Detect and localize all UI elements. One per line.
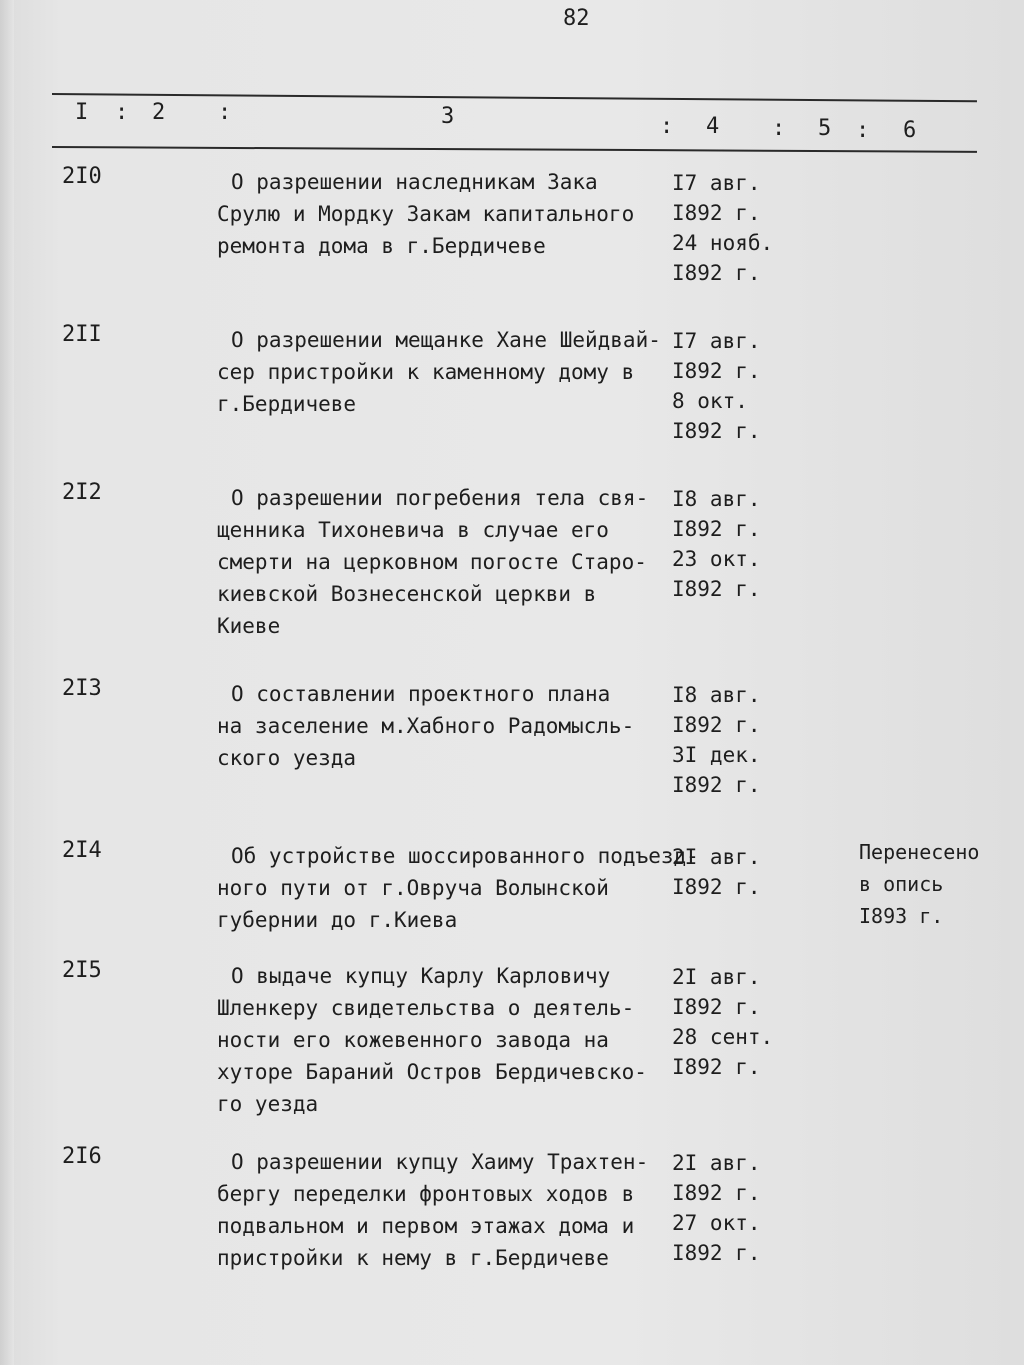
- item-description: [217, 1146, 667, 1274]
- date-line: 2I авг.: [672, 965, 761, 989]
- date-line: I892 г.: [672, 1055, 761, 1079]
- date-line: 2I авг.: [672, 1151, 761, 1175]
- date-line: I8 авг.: [672, 683, 761, 707]
- date-line: I892 г.: [672, 875, 761, 899]
- item-dates: [672, 484, 782, 604]
- header-col-3: 3: [441, 104, 455, 129]
- description-line: губернии до г.Киева: [217, 908, 458, 932]
- date-line: I892 г.: [672, 995, 761, 1019]
- date-line: I892 г.: [672, 577, 761, 601]
- description-line: г.Бердичеве: [217, 392, 357, 416]
- date-line: I892 г.: [672, 419, 761, 443]
- date-line: I892 г.: [672, 1181, 761, 1205]
- item-description: [217, 324, 667, 420]
- date-line: 2I авг.: [672, 845, 761, 869]
- description-line: пристройки к нему в г.Бердичеве: [217, 1246, 609, 1270]
- description-line: на заселение м.Хабного Радомысль-: [217, 714, 635, 738]
- header-col-6: 6: [903, 118, 917, 143]
- date-line: I8 авг.: [672, 487, 761, 511]
- item-dates: [672, 680, 782, 800]
- item-number: 2I4: [62, 838, 102, 863]
- header-col-1: I: [75, 100, 89, 125]
- description-line: ского уезда: [217, 746, 357, 770]
- note-line: I893 г.: [859, 904, 944, 928]
- description-line: О разрешении купцу Хаиму Трахтен-: [231, 1150, 649, 1174]
- date-line: I892 г.: [672, 359, 761, 383]
- date-line: I7 авг.: [672, 329, 761, 353]
- description-line: Киеве: [217, 614, 281, 638]
- date-line: I892 г.: [672, 261, 761, 285]
- description-line: киевской Вознесенской церкви в: [217, 582, 597, 606]
- note-line: Перенесено: [859, 840, 980, 864]
- header-separator: :: [218, 100, 232, 125]
- item-number: 2I0: [62, 164, 102, 189]
- item-number: 2I6: [62, 1144, 102, 1169]
- note-line: в опись: [859, 872, 944, 896]
- date-line: I7 авг.: [672, 171, 761, 195]
- header-col-4: 4: [706, 114, 720, 139]
- header-separator: :: [856, 118, 870, 143]
- header-bottom-rule: [52, 146, 977, 153]
- page-number: 82: [563, 6, 590, 31]
- header-top-rule: [52, 93, 977, 102]
- item-description: [217, 678, 667, 774]
- description-line: Об устройстве шоссированного подъезд-: [231, 844, 699, 868]
- description-line: О выдаче купцу Карлу Карловичу: [231, 964, 611, 988]
- description-line: О разрешении наследникам Зака: [231, 170, 598, 194]
- item-description: [217, 166, 667, 262]
- description-line: О разрешении мещанке Хане Шейдвай-: [231, 328, 661, 352]
- item-number: 2I3: [62, 676, 102, 701]
- date-line: I892 г.: [672, 713, 761, 737]
- date-line: I892 г.: [672, 1241, 761, 1265]
- item-dates: [672, 842, 782, 902]
- item-description: [217, 840, 699, 936]
- date-line: 8 окт.: [672, 389, 748, 413]
- description-line: ного пути от г.Овруча Волынской: [217, 876, 609, 900]
- date-line: I892 г.: [672, 517, 761, 541]
- item-note: [859, 836, 999, 932]
- date-line: 27 окт.: [672, 1211, 761, 1235]
- description-line: ремонта дома в г.Бердичеве: [217, 234, 546, 258]
- description-line: го уезда: [217, 1092, 319, 1116]
- header-col-5: 5: [818, 116, 832, 141]
- description-line: Шленкеру свидетельства о деятель-: [217, 996, 635, 1020]
- header-separator: :: [115, 100, 129, 125]
- date-line: I892 г.: [672, 773, 761, 797]
- description-line: Срулю и Мордку Закам капитального: [217, 202, 635, 226]
- date-line: I892 г.: [672, 201, 761, 225]
- description-line: сер пристройки к каменному дому в: [217, 360, 635, 384]
- item-number: 2II: [62, 322, 102, 347]
- item-description: [217, 482, 667, 642]
- date-line: 24 нояб.: [672, 231, 774, 255]
- description-line: подвальном и первом этажах дома и: [217, 1214, 635, 1238]
- date-line: 23 окт.: [672, 547, 761, 571]
- page-edge-shadow: [0, 0, 14, 1365]
- header-separator: :: [772, 116, 786, 141]
- item-number: 2I2: [62, 480, 102, 505]
- item-dates: [672, 1148, 782, 1268]
- description-line: ности его кожевенного завода на: [217, 1028, 609, 1052]
- description-line: смерти на церковном погосте Старо-: [217, 550, 647, 574]
- date-line: 3I дек.: [672, 743, 761, 767]
- description-line: хуторе Бараний Остров Бердичевско-: [217, 1060, 647, 1084]
- item-dates: [672, 326, 782, 446]
- date-line: 28 сент.: [672, 1025, 774, 1049]
- description-line: бергу переделки фронтовых ходов в: [217, 1182, 635, 1206]
- description-line: О составлении проектного плана: [231, 682, 611, 706]
- item-dates: [672, 168, 782, 288]
- header-separator: :: [660, 114, 674, 139]
- item-description: [217, 960, 667, 1120]
- description-line: щенника Тихоневича в случае его: [217, 518, 609, 542]
- header-col-2: 2: [152, 100, 166, 125]
- description-line: О разрешении погребения тела свя-: [231, 486, 649, 510]
- item-dates: [672, 962, 782, 1082]
- item-number: 2I5: [62, 958, 102, 983]
